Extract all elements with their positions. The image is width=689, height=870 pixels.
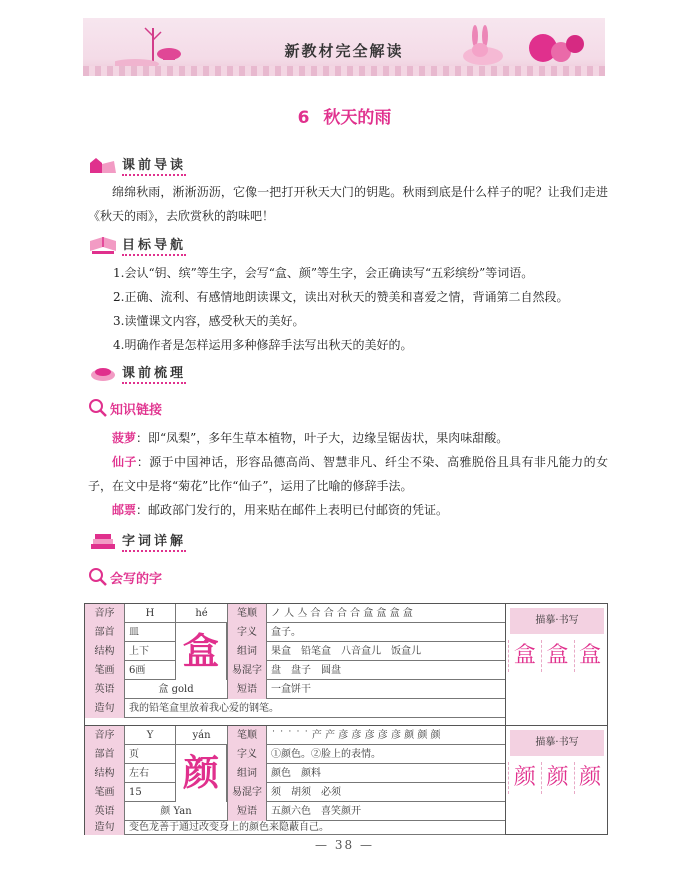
stroke-order: ノ 人 亼 合 合 合 合 盒 盒 盒 盒 <box>271 608 413 619</box>
lesson-title <box>0 103 689 128</box>
practice-char: 盒 <box>574 640 606 672</box>
label-pinyin: 音序 <box>85 604 125 623</box>
knowledge-text: ：即“凤梨”，多年生草本植物，叶子大，边缘呈锯齿状，果肉味甜酸。 <box>136 431 509 445</box>
open-book-icon <box>88 235 118 255</box>
bowl-icon <box>88 363 118 383</box>
section-combing-label: 课前梳理 <box>122 362 186 384</box>
label-confusable: 易混字 <box>227 783 267 802</box>
section-goals <box>88 234 186 256</box>
card-row <box>85 821 505 835</box>
header-title: 新教材完全解读 <box>284 42 404 60</box>
english: 盒 gold <box>158 684 194 695</box>
label-sentence: 造句 <box>85 699 125 718</box>
goal-item: 4.明确作者是怎样运用多种修辞手法写出秋天的美好的。 <box>113 338 413 352</box>
practice-chars <box>508 640 606 672</box>
confusable: 盘 盘子 圆盘 <box>271 665 341 676</box>
card-row <box>85 726 505 745</box>
label-strokes: 笔画 <box>85 661 125 680</box>
card-row <box>85 623 505 642</box>
index-letter: H <box>145 608 155 619</box>
goal-item: 3.读懂课文内容，感受秋天的美好。 <box>113 314 305 328</box>
header-banner <box>83 18 605 76</box>
rabbit-decoration <box>453 22 593 68</box>
knowledge-item <box>88 450 608 498</box>
knowledge-term: 仙子 <box>112 455 137 469</box>
example-sentence: 变色龙善于通过改变身上的颜色来隐蔽自己。 <box>129 822 329 833</box>
knowledge-term: 邮票 <box>112 503 137 517</box>
section-preread-label: 课前导读 <box>122 154 186 176</box>
card-row <box>85 745 505 764</box>
label-phrase: 短语 <box>227 802 267 821</box>
phrase: 五颜六色 喜笑颜开 <box>271 806 361 817</box>
structure: 左右 <box>129 768 149 779</box>
english: 颜 Yan <box>160 806 192 817</box>
card-row <box>85 802 505 821</box>
knowledge-term: 菠萝 <box>112 431 137 445</box>
card-row <box>85 680 505 699</box>
card-row <box>85 642 505 661</box>
writing-heading-label: 会写的字 <box>110 571 163 587</box>
label-radical: 部首 <box>85 623 125 642</box>
page-number: — 38 — <box>315 838 374 852</box>
label-meaning: 字义 <box>227 745 267 764</box>
stroke-count: 6画 <box>129 665 146 676</box>
knowledge-text: ：邮政部门发行的，用来贴在邮件上表明已付邮资的凭证。 <box>136 503 449 517</box>
label-english: 英语 <box>85 802 125 821</box>
card-row <box>85 764 505 783</box>
label-english: 英语 <box>85 680 125 699</box>
practice-chars <box>508 762 606 794</box>
big-character: 盒 <box>175 623 227 680</box>
label-words: 组词 <box>227 764 267 783</box>
section-preread <box>88 154 186 176</box>
magnifier-icon <box>88 398 108 418</box>
practice-char: 盒 <box>508 640 540 672</box>
label-structure: 结构 <box>85 642 125 661</box>
card-row <box>85 661 505 680</box>
label-meaning: 字义 <box>227 623 267 642</box>
word-list: 果盒 铅笔盒 八音盒儿 饭盒儿 <box>271 646 421 657</box>
section-goals-label: 目标导航 <box>122 234 186 256</box>
label-confusable: 易混字 <box>227 661 267 680</box>
banner-stripe <box>83 66 605 76</box>
label-pinyin: 音序 <box>85 726 125 745</box>
meaning: ①颜色。②脸上的表情。 <box>271 749 381 760</box>
big-character: 颜 <box>175 745 227 802</box>
practice-label: 描摹·书写 <box>510 608 604 634</box>
word-list: 颜色 颜料 <box>271 768 321 779</box>
practice-char: 颜 <box>541 762 573 794</box>
char-card <box>84 603 608 737</box>
practice-label: 描摹·书写 <box>510 730 604 756</box>
index-letter: Y <box>146 730 154 741</box>
lesson-name: 秋天的雨 <box>323 108 392 128</box>
char-card <box>84 725 608 835</box>
label-order: 笔顺 <box>227 604 267 623</box>
magnifier-icon <box>88 567 108 587</box>
goal-item: 2.正确、流利、有感情地朗读课文，读出对秋天的赞美和喜爱之情，背诵第二自然段。 <box>113 290 569 304</box>
section-words-label: 字词详解 <box>122 530 186 552</box>
label-words: 组词 <box>227 642 267 661</box>
label-sentence: 造句 <box>85 821 125 835</box>
structure: 上下 <box>129 646 149 657</box>
knowledge-item <box>88 498 608 522</box>
phrase: 一盒饼干 <box>271 684 311 695</box>
pinyin: hé <box>175 604 227 623</box>
label-phrase: 短语 <box>227 680 267 699</box>
confusable: 须 胡须 必须 <box>271 787 341 798</box>
section-words <box>88 530 186 552</box>
example-sentence: 我的铅笔盒里放着我心爱的钢笔。 <box>129 703 279 714</box>
lesson-number: 6 <box>297 108 310 128</box>
radical: 皿 <box>129 627 139 638</box>
practice-char: 盒 <box>541 640 573 672</box>
writing-heading <box>88 566 162 588</box>
preread-text: 绵绵秋雨，淅淅沥沥，它像一把打开秋天大门的钥匙。秋雨到底是什么样子的呢？让我们走进《秋天的雨》，去欣赏秋的韵味吧！ <box>88 185 608 223</box>
label-strokes: 笔画 <box>85 783 125 802</box>
pinyin: yán <box>175 726 227 745</box>
label-radical: 部首 <box>85 745 125 764</box>
practice-char: 颜 <box>508 762 540 794</box>
practice-char: 颜 <box>574 762 606 794</box>
meaning: 盒子。 <box>271 627 301 638</box>
knowledge-heading <box>88 397 162 419</box>
radical: 页 <box>129 749 139 760</box>
card-row <box>85 604 505 623</box>
stroke-count: 15 <box>129 787 142 798</box>
card-row <box>85 699 505 718</box>
label-structure: 结构 <box>85 764 125 783</box>
card-row <box>85 783 505 802</box>
knowledge-item <box>88 426 608 450</box>
label-order: 笔顺 <box>227 726 267 745</box>
stroke-order: ˙ ˙ ˙ ˙ ˙ 产 产 彦 彦 彦 彦 彦 颜 颜 颜 <box>271 730 441 741</box>
char-card-grid <box>85 726 505 834</box>
books-stack-icon <box>88 531 118 551</box>
goal-item: 1.会认“钥、缤”等生字，会写“盒、颜”等生字，会正确读写“五彩缤纷”等词语。 <box>113 266 534 280</box>
knowledge-text: ：源于中国神话，形容品德高尚、智慧非凡、纤尘不染、高雅脱俗且具有非凡能力的女子，在文中是将“菊花”比作“仙子”，运用了比喻的修辞手法。 <box>88 455 608 493</box>
char-card-grid <box>85 604 505 736</box>
practice-area <box>505 726 608 834</box>
practice-area <box>505 604 608 736</box>
knowledge-heading-label: 知识链接 <box>110 402 163 418</box>
section-combing <box>88 362 186 384</box>
book-house-icon <box>88 155 118 175</box>
